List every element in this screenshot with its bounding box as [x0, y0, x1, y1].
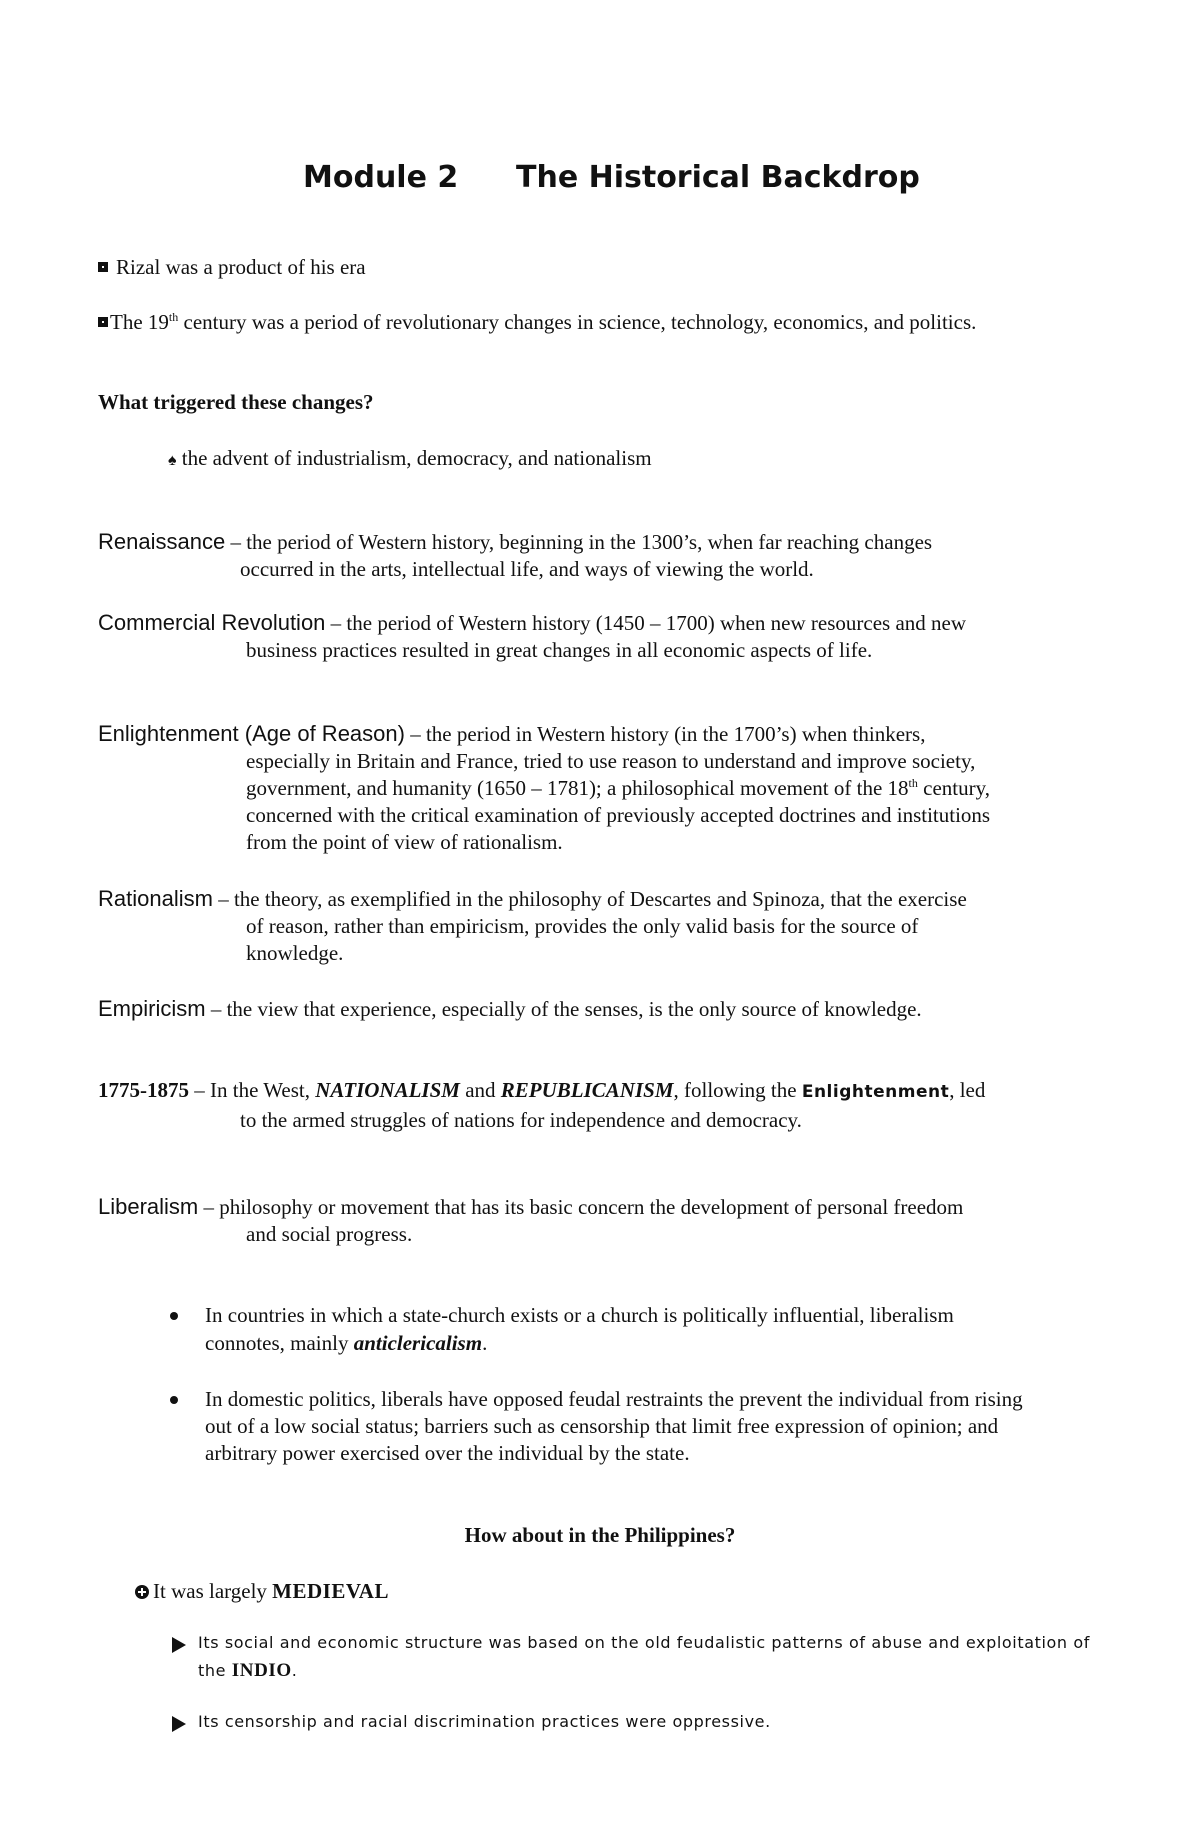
- term-continuation: knowledge.: [246, 941, 344, 965]
- term-continuation: concerned with the critical examination of previously accepted doctrines and institutions: [246, 803, 991, 827]
- republicanism-emphasis: REPUBLICANISM: [500, 1078, 674, 1102]
- philippines-subpoint: Its social and economic structure was based on the old feudalistic patterns of abuse and exploitation of: [198, 1633, 1090, 1652]
- term-renaissance: Renaissance – the period of Western history, beginning in the 1300’s, when far reaching changes: [98, 529, 933, 554]
- list-item-continuation: out of a low social status; barriers such as censorship that limit free expression of opinion; and: [205, 1414, 999, 1438]
- intro-item: The 19th century was a period of revolutionary changes in science, technology, economics, and politics.: [98, 309, 976, 336]
- bullet-dot-icon: [170, 1396, 178, 1404]
- list-item-continuation: arbitrary power exercised over the individual by the state.: [205, 1441, 690, 1465]
- section-heading: How about in the Philippines?: [464, 1523, 736, 1547]
- term-continuation: and social progress.: [246, 1222, 413, 1246]
- philippines-subpoint-continuation: the INDIO.: [198, 1660, 298, 1681]
- term-label: Rationalism: [98, 886, 213, 911]
- term-label: Liberalism: [98, 1194, 199, 1219]
- term-label: Commercial Revolution: [98, 610, 326, 635]
- term-label: Empiricism: [98, 996, 206, 1021]
- term-continuation: from the point of view of rationalism.: [246, 830, 563, 854]
- list-item-continuation: connotes, mainly anticlericalism.: [205, 1331, 488, 1355]
- term-continuation: government, and humanity (1650 – 1781); a philosophical movement of the 18th century,: [246, 776, 990, 800]
- term-label: 1775-1875: [98, 1078, 189, 1102]
- module-number: Module 2: [303, 160, 459, 195]
- term-continuation: especially in Britain and France, tried to use reason to understand and improve society,: [246, 749, 976, 773]
- term-1775-1875: 1775-1875 – In the West, NATIONALISM and REPUBLICANISM, following the Enlightenment, led: [98, 1078, 986, 1102]
- circle-plus-icon: [135, 1585, 149, 1599]
- term-liberalism: Liberalism – philosophy or movement that has its basic concern the development of personal freedom: [98, 1194, 964, 1219]
- enlightenment-emphasis: Enlightenment: [801, 1082, 950, 1102]
- term-continuation: occurred in the arts, intellectual life, and ways of viewing the world.: [240, 557, 814, 581]
- anticlericalism-emphasis: anticlericalism: [353, 1331, 483, 1355]
- term-empiricism: Empiricism – the view that experience, especially of the senses, is the only source of knowledge.: [98, 996, 922, 1021]
- arrow-bullet-icon: [172, 1716, 186, 1732]
- bullet-dot-icon: [170, 1312, 178, 1320]
- nationalism-emphasis: NATIONALISM: [315, 1078, 460, 1102]
- term-label: Renaissance: [98, 529, 226, 554]
- list-item: In countries in which a state-church exists or a church is politically influential, liberalism: [205, 1303, 954, 1327]
- question-heading: What triggered these changes?: [98, 390, 374, 414]
- intro-item: Rizal was a product of his era: [98, 254, 366, 281]
- philippines-point: It was largely MEDIEVAL: [135, 1578, 389, 1605]
- term-continuation: of reason, rather than empiricism, provides the only valid basis for the source of: [246, 914, 919, 938]
- term-continuation: to the armed struggles of nations for independence and democracy.: [240, 1108, 802, 1132]
- answer-item: ♠ the advent of industrialism, democracy, and nationalism: [168, 446, 652, 470]
- term-label: Enlightenment (Age of Reason): [98, 721, 405, 746]
- philippines-subpoint: Its censorship and racial discrimination practices were oppressive.: [198, 1712, 771, 1731]
- list-item: In domestic politics, liberals have opposed feudal restraints the prevent the individual from rising: [205, 1387, 1023, 1411]
- arrow-bullet-icon: [172, 1637, 186, 1653]
- spade-icon: ♠: [168, 452, 177, 469]
- term-enlightenment: Enlightenment (Age of Reason) – the period in Western history (in the 1700’s) when thinkers,: [98, 721, 926, 746]
- term-commercial-revolution: Commercial Revolution – the period of Western history (1450 – 1700) when new resources and new: [98, 610, 967, 635]
- module-title: The Historical Backdrop: [516, 160, 920, 195]
- term-continuation: business practices resulted in great changes in all economic aspects of life.: [246, 638, 873, 662]
- term-rationalism: Rationalism – the theory, as exemplified in the philosophy of Descartes and Spinoza, that the exercise: [98, 886, 967, 911]
- square-bullet-icon: [98, 317, 108, 327]
- square-bullet-icon: [98, 262, 108, 272]
